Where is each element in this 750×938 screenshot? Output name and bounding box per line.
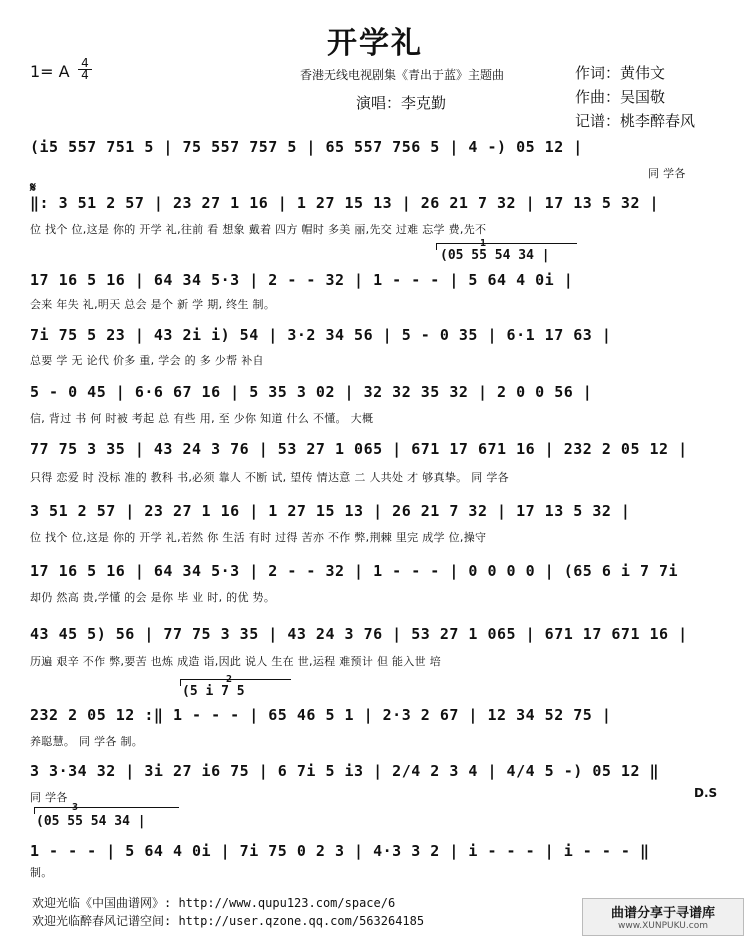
key-signature: 1= A	[30, 62, 70, 81]
volta-line-1: (05 55 54 34 |	[440, 248, 550, 263]
lyricist-credit: 作词：黄伟文	[575, 64, 666, 82]
singer-credit: 演唱：李克勤	[356, 94, 447, 112]
score-line-2: ‖: 3 51 2 57 | 23 27 1 16 | 1 27 15 13 | 26 21 7 32 | 17 13 5 32 |	[30, 194, 660, 212]
time-signature	[78, 58, 92, 81]
segno-sign: 𝄋	[30, 180, 37, 196]
lyric-line-6: 只得 恋爱 时 没标 准的 教科 书,必须 靠人 不断 试, 望传 情达意 二 人共处 才 够真挚。 同 学各	[30, 471, 509, 484]
meter-top: 4	[81, 56, 89, 70]
score-line-10: 232 2 05 12 :‖ 1 - - - | 65 46 5 1 | 2·3 2 67 | 12 34 52 75 |	[30, 706, 612, 724]
score-line-3: 17 16 5 16 | 64 34 5·3 | 2 - - 32 | 1 - - - | 5 64 4 0i |	[30, 271, 574, 289]
lyric-line-12: 制。	[30, 866, 53, 879]
score-line-4: 7i 75 5 23 | 43 2i i) 54 | 3·2 34 56 | 5 - 0 35 | 6·1 17 63 |	[30, 326, 612, 344]
score-line-5: 5 - 0 45 | 6·6 67 16 | 5 35 3 02 | 32 32 35 32 | 2 0 0 56 |	[30, 383, 593, 401]
score-line-7: 3 51 2 57 | 23 27 1 16 | 1 27 15 13 | 26 21 7 32 | 17 13 5 32 |	[30, 502, 631, 520]
volta-number-2: 2	[226, 674, 233, 685]
subtitle: 香港无线电视剧集《青出于蓝》主题曲	[300, 68, 505, 82]
ds-mark: D.S	[694, 786, 718, 800]
lyric-line-3: 会来 年失 礼,明天 总会 是个 新 学 期, 终生 制。	[30, 298, 276, 311]
lyric-line-2: 位 找个 位,这是 你的 开学 礼,往前 看 想象 戴着 四方 帽时 多美 丽,先交 过难 忘学 费,先不	[30, 223, 487, 236]
score-line-11: 3 3·34 32 | 3i 27 i6 75 | 6 7i 5 i3 | 2/4 2 3 4 | 4/4 5 -) 05 12 ‖	[30, 762, 660, 780]
lyric-line-8: 却仍 然高 贵,学懂 的会 是你 毕 业 时, 的优 势。	[30, 591, 276, 604]
lyric-line-11: 同 学各	[30, 791, 68, 804]
footer-link-2[interactable]: 欢迎光临醉春风记谱空间: http://user.qzone.qq.com/563264185	[32, 914, 425, 928]
footer-link-1[interactable]: 欢迎光临《中国曲谱网》: http://www.qupu123.com/space/6	[32, 896, 396, 910]
score-title: 开学礼	[327, 26, 423, 61]
volta-bracket-3	[34, 807, 179, 814]
score-line-12: 1 - - - | 5 64 4 0i | 7i 75 0 2 3 | 4·3 3 2 | i - - - | i - - - ‖	[30, 842, 650, 860]
lyric-line-7: 位 找个 位,这是 你的 开学 礼,若然 你 生活 有时 过得 苦亦 不作 弊,荆棘 里完 成学 位,操守	[30, 531, 487, 544]
lyric-line-10: 养聪慧。 同 学各 制。	[30, 735, 144, 748]
meter-bottom: 4	[78, 69, 92, 81]
lyric-line-9: 历遍 艰辛 不作 弊,要苦 也炼 成造 诣,因此 说人 生在 世,运程 难预计 但 能入世 培	[30, 655, 442, 668]
volta-line-3: (05 55 54 34 |	[36, 814, 146, 829]
volta-line-2: (5 i 7 5	[182, 684, 245, 699]
lyric-line-4: 总要 学 无 论代 价多 重, 学会 的 多 少帮 补自	[30, 354, 264, 367]
transcriber-credit: 记谱：桃李醉春风	[575, 112, 696, 130]
logo-title: 曲谱分享于寻谱库	[610, 906, 715, 921]
score-line-8: 17 16 5 16 | 64 34 5·3 | 2 - - 32 | 1 - - - | 0 0 0 0 | (65 6 i 7 7i	[30, 562, 679, 580]
composer-credit: 作曲：吴国敬	[575, 88, 666, 106]
score-line-9: 43 45 5) 56 | 77 75 3 35 | 43 24 3 76 | 53 27 1 065 | 671 17 671 16 |	[30, 625, 688, 643]
lyric-line-1: 同 学各	[648, 167, 686, 180]
site-logo[interactable]	[582, 898, 744, 936]
volta-number-3: 3	[72, 802, 79, 813]
score-line-6: 77 75 3 35 | 43 24 3 76 | 53 27 1 065 | 671 17 671 16 | 232 2 05 12 |	[30, 440, 688, 458]
logo-url: www.XUNPUKU.com	[618, 921, 708, 931]
lyric-line-5: 信, 背过 书 何 时被 考起 总 有些 用, 至 少你 知道 什么 不懂。 大概	[30, 412, 374, 425]
volta-number-1: 1	[480, 238, 487, 249]
score-line-1: (i5 557 751 5 | 75 557 757 5 | 65 557 756 5 | 4 -) 05 12 |	[30, 138, 583, 156]
